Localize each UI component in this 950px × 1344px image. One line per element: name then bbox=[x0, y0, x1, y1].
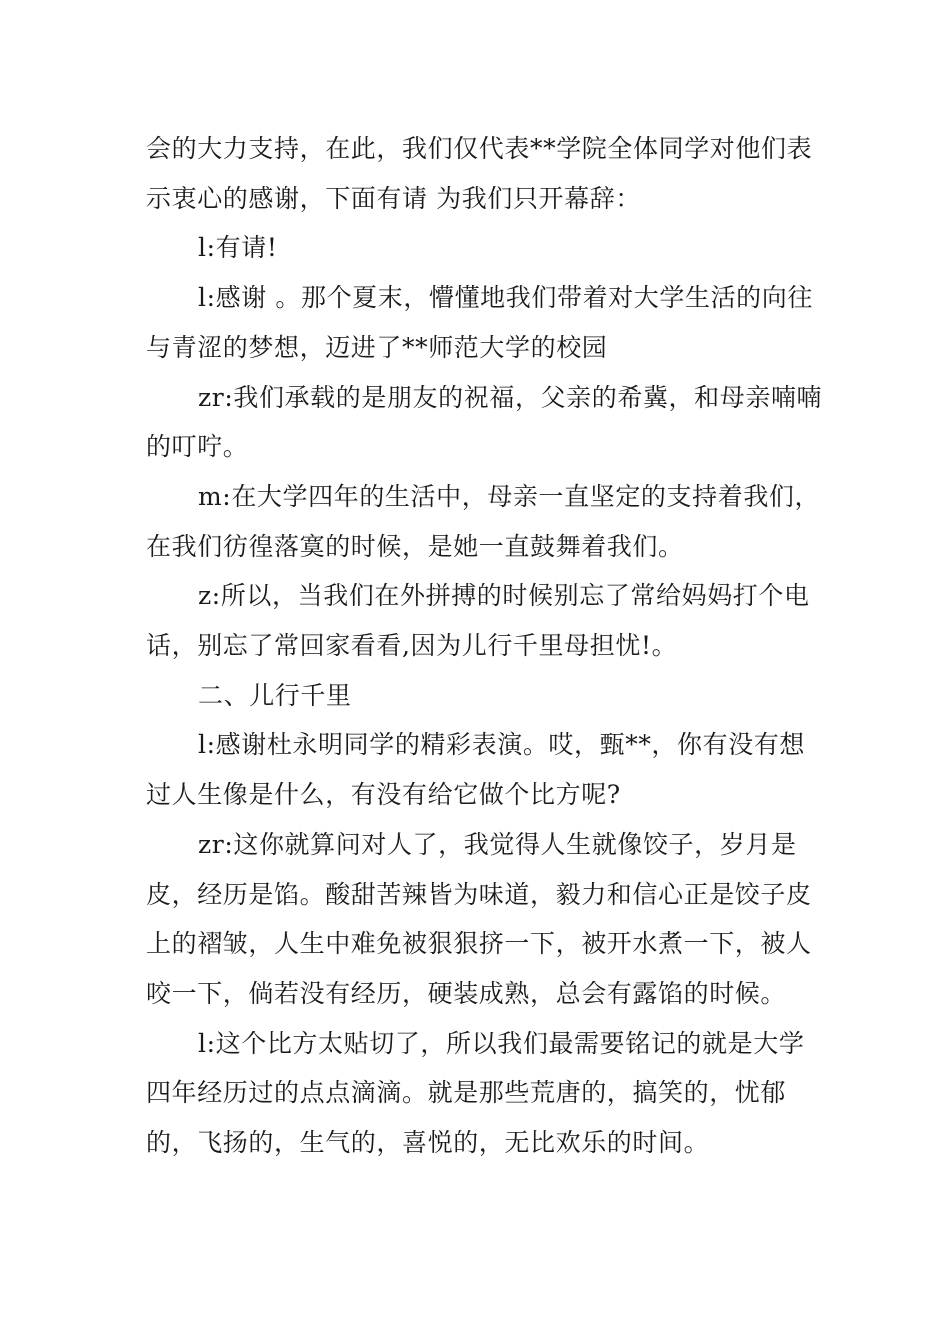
paragraph-10: l:这个比方太贴切了，所以我们最需要铭记的就是大学四年经历过的点点滴滴。就是那些荒唐的，搞笑的，忧郁的，飞扬的，生气的，喜悦的，无比欢乐的时间。 bbox=[146, 1028, 805, 1158]
paragraph-6: z:所以，当我们在外拼搏的时候别忘了常给妈妈打个电话，别忘了常回家看看,因为儿行千里母担忧!。 bbox=[146, 581, 810, 661]
paragraph-3: l:感谢 。那个夏末，懵懂地我们带着对大学生活的向往与青涩的梦想，迈进了**师范大学的校园 bbox=[146, 283, 813, 362]
document-body bbox=[146, 124, 826, 1168]
paragraph-2: l:有请! bbox=[198, 233, 278, 263]
paragraph-8: l:感谢杜永明同学的精彩表演。哎，甄**，你有没有想过人生像是什么，有没有给它做个比方呢? bbox=[146, 730, 806, 810]
section-heading: 二、儿行千里 bbox=[198, 680, 352, 710]
paragraph-9: zr:这你就算问对人了，我觉得人生就像饺子，岁月是皮，经历是馅。酸甜苦辣皆为味道，毅力和信心正是饺子皮上的褶皱，人生中难免被狠狠挤一下，被开水煮一下，被人咬一下，倘若没有经历，硬装成熟，总会有露馅的时候。 bbox=[146, 829, 812, 1008]
paragraph-1: 会的大力支持，在此，我们仅代表**学院全体同学对他们表示衷心的感谢，下面有请 为我们只开幕辞： bbox=[146, 134, 813, 213]
paragraph-4: zr:我们承载的是朋友的祝福，父亲的希冀，和母亲喃喃的叮咛。 bbox=[146, 382, 823, 462]
paragraph-5: m:在大学四年的生活中，母亲一直坚定的支持着我们，在我们彷徨落寞的时候，是她一直鼓舞着我们。 bbox=[146, 481, 821, 561]
